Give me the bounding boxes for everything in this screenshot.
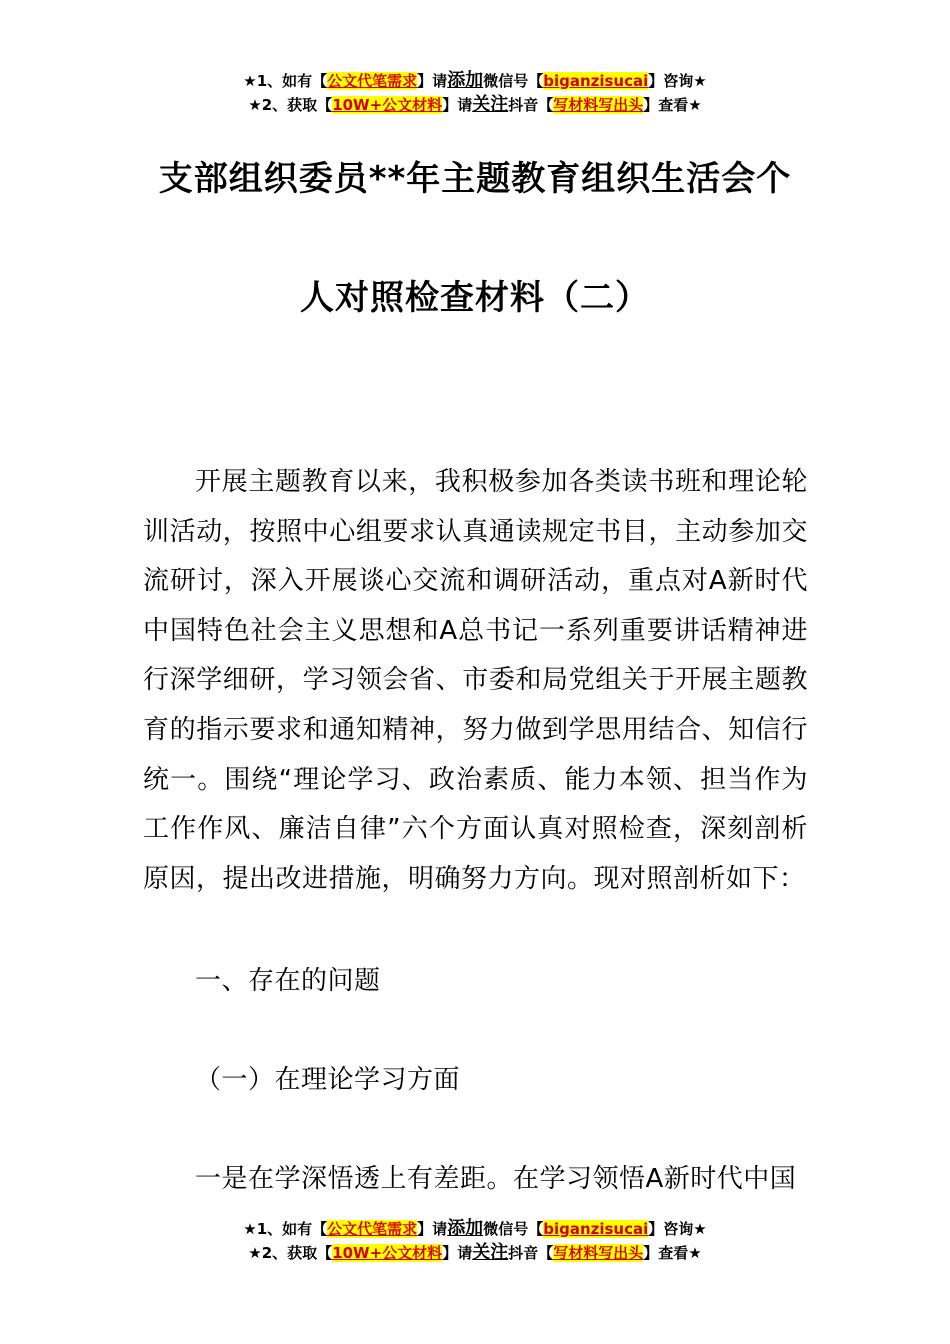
intro-paragraph: 开展主题教育以来，我积极参加各类读书班和理论轮训活动，按照中心组要求认真通读规定书目，主动参加交流研讨，深入开展谈心交流和调研活动，重点对A新时代中国特色社会主义思想和A总书记一系列重要讲话精神进行深学细研，学习领会省、市委和局党组关于开展主题教育的指示要求和通知精神，努力做到学思用结合、知信行统一。围绕“理论学习、政治素质、能力本领、担当作为工作作风、廉洁自律”六个方面认真对照检查，深刻剖析原因，提出改进措施，明确努力方向。现对照剖析如下： [143, 467, 808, 894]
promo-line-1: ★1、如有【公文代笔需求】请添加微信号【biganzisucai】咨询★ [243, 1218, 707, 1239]
highlight-materials: 10W+公文材料 [332, 96, 443, 114]
wechat-id: biganzisucai [543, 72, 649, 90]
promo-banner-bottom [0, 1217, 950, 1265]
document-title-line-2: 人对照检查材料（二） [300, 278, 650, 318]
section-heading: 一、存在的问题 [195, 966, 381, 996]
promo-line-2: ★2、获取【10W+公文材料】请关注抖音【写材料写出头】查看★ [248, 94, 702, 115]
body-paragraph: 一是在学深悟透上有差距。在学习领悟A新时代中国 [195, 1164, 797, 1194]
douyin-account: 写材料写出头 [553, 96, 644, 114]
document-title-line-1: 支部组织委员**年主题教育组织生活会个 [158, 159, 792, 199]
subsection-heading: （一）在理论学习方面 [195, 1065, 461, 1095]
promo-line-2: ★2、获取【10W+公文材料】请关注抖音【写材料写出头】查看★ [248, 1242, 702, 1263]
wechat-id: biganzisucai [543, 1220, 649, 1238]
highlight-service: 公文代笔需求 [327, 72, 418, 90]
highlight-materials: 10W+公文材料 [332, 1244, 443, 1262]
promo-line-1: ★1、如有【公文代笔需求】请添加微信号【biganzisucai】咨询★ [243, 70, 707, 91]
highlight-service: 公文代笔需求 [327, 1220, 418, 1238]
promo-banner-top [0, 69, 950, 117]
douyin-account: 写材料写出头 [553, 1244, 644, 1262]
